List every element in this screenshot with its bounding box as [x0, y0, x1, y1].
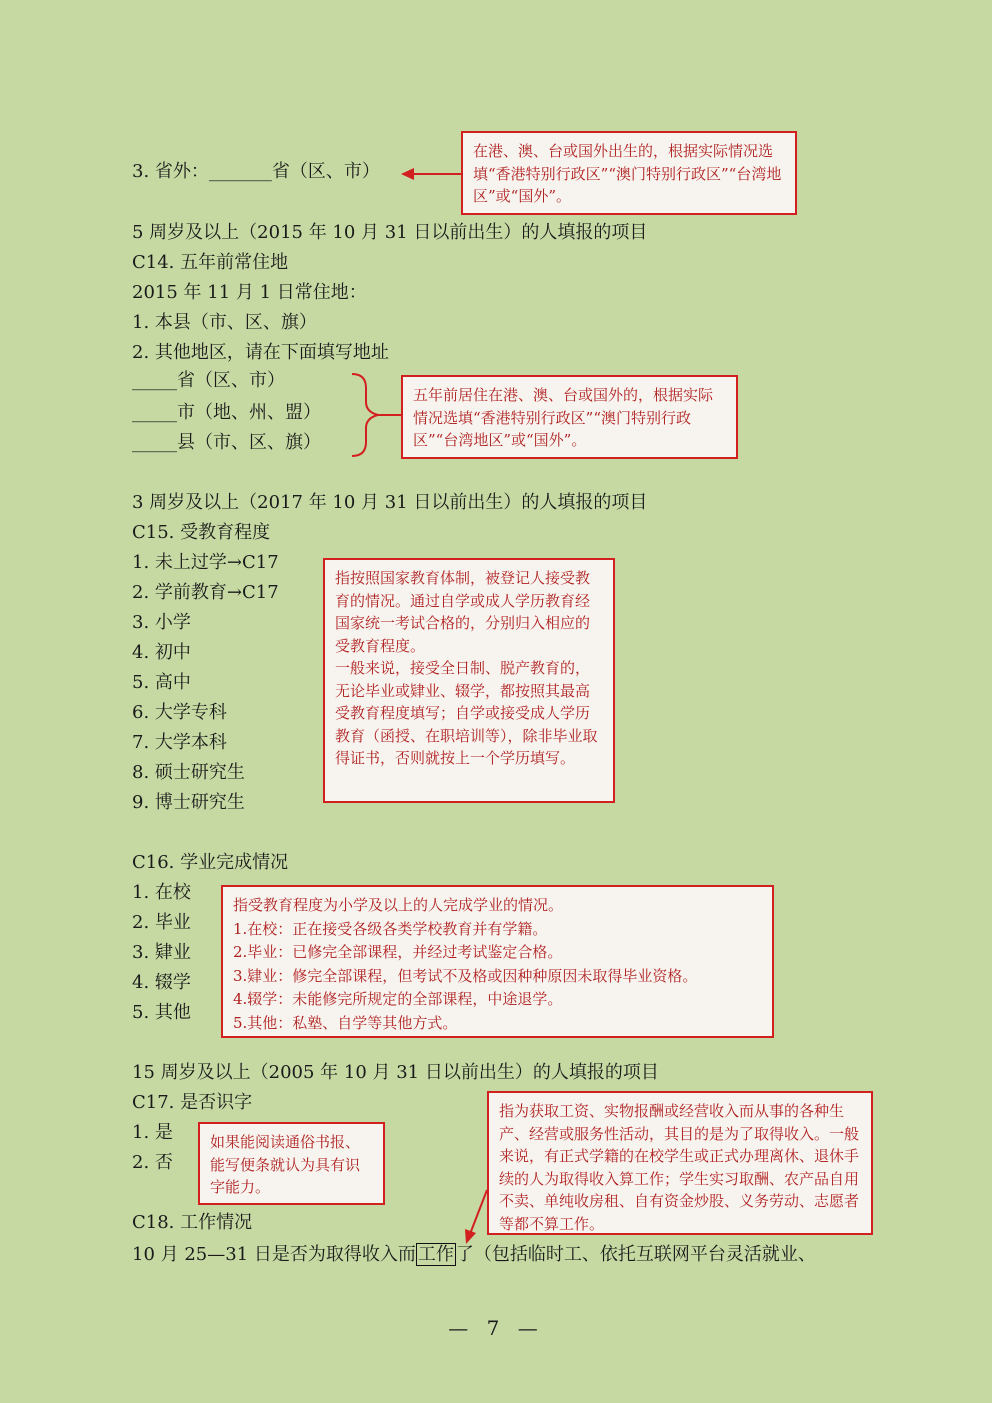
c18-text-part1: 10 月 25—31 日是否为取得收入而	[132, 1244, 416, 1265]
c14-option-1: 1. 本县（市、区、旗）	[132, 312, 317, 333]
c15-option-9: 9. 博士研究生	[132, 792, 245, 813]
note-education-text-2: 一般来说，接受全日制、脱产教育的，无论毕业或肄业、辍学，都按照其最高受教育程度填写；自学或接受成人学历教育（函授、在职培训等），除非毕业取得证书，否则就按上一个学历填写。	[335, 659, 598, 767]
note-completion-item-3: 3.肄业：修完全部课程，但考试不及格或因种种原因未取得毕业资格。	[233, 966, 698, 985]
note-completion-intro: 指受教育程度为小学及以上的人完成学业的情况。	[233, 896, 564, 914]
c15-option-8: 8. 硕士研究生	[132, 762, 245, 783]
note-literacy	[198, 1122, 385, 1205]
c16-option-4: 4. 辍学	[132, 972, 191, 993]
c14-city-blank: _____市（地、州、盟）	[132, 402, 321, 423]
question-c17: C17. 是否识字	[132, 1092, 253, 1113]
c15-option-4: 4. 初中	[132, 642, 191, 663]
note-completion-item-5: 5.其他：私塾、自学等其他方式。	[233, 1013, 458, 1032]
arrow-to-province-line	[401, 168, 461, 180]
arrow-to-work-word	[465, 1190, 487, 1244]
note-completion	[221, 885, 774, 1038]
note-literacy-text: 如果能阅读通俗书报、能写便条就认为具有识字能力。	[210, 1133, 361, 1196]
c14-date: 2015 年 11 月 1 日常住地：	[132, 282, 367, 303]
brace-icon	[352, 374, 378, 456]
question-c16: C16. 学业完成情况	[132, 852, 289, 873]
note-completion-item-1: 1.在校：正在接受各级各类学校教育并有学籍。	[233, 919, 548, 938]
c15-option-6: 6. 大学专科	[132, 702, 227, 723]
note-work-text: 指为获取工资、实物报酬或经营收入而从事的各种生产、经营或服务性活动，其目的是为了取得收入。一般来说，有正式学籍的在校学生或正式办理离休、退休手续的人为取得收入算工作；学生实习取酬、农产品自用不卖、单纯收房租、自有资金炒股、义务劳动、志愿者等都不算工作。	[499, 1102, 860, 1233]
question-c14: C14. 五年前常住地	[132, 252, 289, 273]
c14-county-blank: _____县（市、区、旗）	[132, 432, 321, 453]
question-c15: C15. 受教育程度	[132, 522, 271, 543]
c18-text-part2: 了（包括临时工、依托互联网平台灵活就业、	[455, 1244, 816, 1265]
section-heading-5yrs: 5 周岁及以上（2015 年 10 月 31 日以前出生）的人填报的项目	[132, 222, 648, 243]
c15-option-3: 3. 小学	[132, 612, 191, 633]
c15-option-1: 1. 未上过学→C17	[132, 552, 279, 573]
c16-option-3: 3. 肄业	[132, 942, 191, 963]
c15-option-2: 2. 学前教育→C17	[132, 582, 279, 603]
c15-option-5: 5. 高中	[132, 672, 191, 693]
note-education-text-1: 指按照国家教育体制，被登记人接受教育的情况。通过自学或成人学历教育经国家统一考试合格的，分别归入相应的受教育程度。	[335, 569, 591, 655]
c16-option-2: 2. 毕业	[132, 912, 191, 933]
note-five-years-ago	[401, 375, 738, 459]
work-highlight: 工作	[417, 1244, 454, 1265]
c14-option-2: 2. 其他地区，请在下面填写地址	[132, 342, 389, 363]
c17-option-1: 1. 是	[132, 1122, 173, 1143]
section-heading-3yrs: 3 周岁及以上（2017 年 10 月 31 日以前出生）的人填报的项目	[132, 492, 648, 513]
c14-province-blank: _____省（区、市）	[132, 370, 285, 391]
note-birthplace	[461, 131, 797, 215]
question-c18: C18. 工作情况	[132, 1212, 253, 1233]
line-outside-province: 3. 省外：_______省（区、市）	[132, 161, 380, 182]
note-birthplace-text: 在港、澳、台或国外出生的，根据实际情况选填“香港特别行政区”“澳门特别行政区”“台湾地区”或“国外”。	[473, 142, 782, 205]
c16-option-5: 5. 其他	[132, 1002, 191, 1023]
c17-option-2: 2. 否	[132, 1152, 173, 1173]
note-five-years-ago-text: 五年前居住在港、澳、台或国外的，根据实际情况选填“香港特别行政区”“澳门特别行政区”“台湾地区”或“国外”。	[413, 386, 714, 449]
note-completion-item-4: 4.辍学：未能修完所规定的全部课程，中途退学。	[233, 990, 563, 1008]
section-heading-15yrs: 15 周岁及以上（2005 年 10 月 31 日以前出生）的人填报的项目	[132, 1062, 659, 1083]
note-work	[487, 1091, 873, 1235]
c18-question-text	[132, 1243, 816, 1267]
page-number: — 7 —	[448, 1316, 544, 1340]
c16-option-1: 1. 在校	[132, 882, 191, 903]
note-education	[323, 558, 615, 803]
c15-option-7: 7. 大学本科	[132, 732, 227, 753]
note-completion-item-2: 2.毕业：已修完全部课程，并经过考试鉴定合格。	[233, 943, 563, 961]
